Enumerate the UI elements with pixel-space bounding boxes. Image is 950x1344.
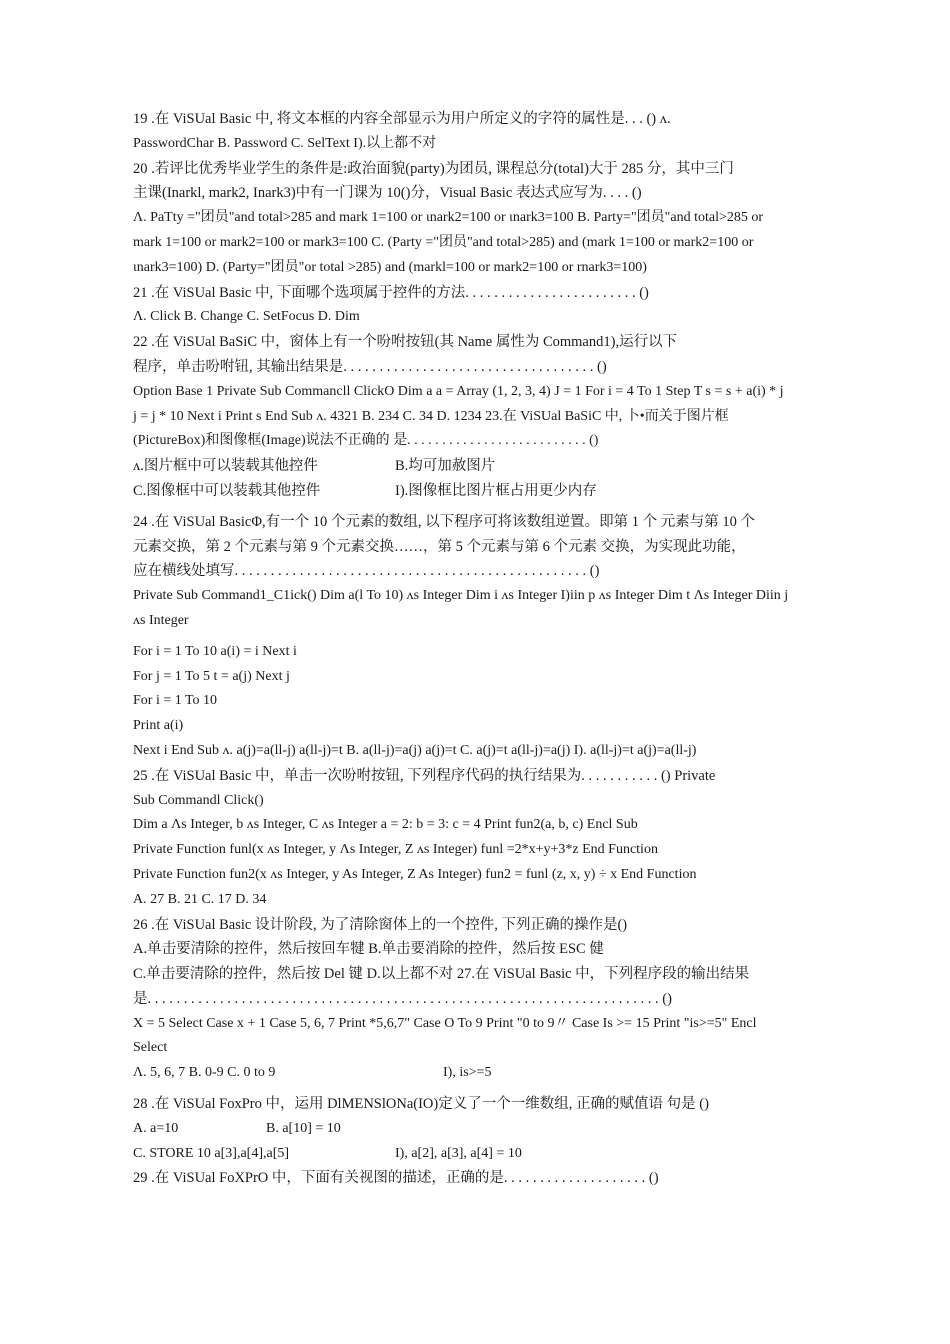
question-25-line-4: Private Function funl(x ʌs Integer, y Λs Integer, Z ʌs Integer) funl =2*x+y+3*z End Function — [133, 842, 658, 858]
document-body — [133, 107, 813, 1191]
question-20-line-2: 主课(Inarkl, mark2, Inark3)中有一门课为 10()分，Visual Basic 表达式应写为. . . . () — [133, 185, 642, 202]
question-23-option-b: B.均可加赦图片 — [395, 458, 496, 475]
question-20-line-4: mark 1=100 or mark2=100 or mark3=100 C. (Party ="团员"and total>285) and (mark 1=100 or mark2=100 or — [133, 234, 754, 250]
question-24-code-4: Print a(i) — [133, 718, 184, 734]
question-24-line-1: 24 .在 ViSUal BasicΦ,有一个 10 个元素的数组, 以下程序可将该数组逆置。即第 1 个 元素与第 10 个 — [133, 513, 755, 530]
question-24-line-5: ʌs Integer — [133, 612, 189, 628]
question-28-option-b: B. a[10] = 10 — [266, 1120, 341, 1136]
question-25-line-5: Private Function fun2(x ʌs Integer, y As Integer, Z As Integer) fun2 = funl (z, x, y) ÷ x End Function — [133, 866, 697, 882]
question-20-line-3: Λ. PaTty ="团员"and total>285 and mark 1=100 or ιnark2=100 or ιnark3=100 B. Party="团员"and total>285 or — [133, 210, 764, 226]
question-28-options-row-2 — [133, 1142, 813, 1167]
question-22-line-2: 程序，单击吩咐钮, 其输出结果是. . . . . . . . . . . . . . . . . . . . . . . . . . . . . . . . . . . () — [133, 358, 607, 375]
question-22-line-4: j = j * 10 Next i Print s End Sub ʌ. 4321 B. 234 C. 34 D. 1234 23.在 ViSUal BaSiC 中, 卜•而关于图片框 — [133, 408, 729, 424]
question-19-line-1: 19 .在 ViSUal Basic 中, 将文本框的内容全部显示为用户所定义的字符的属性是. . . () ʌ. — [133, 111, 671, 127]
question-25-line-6: A. 27 B. 21 C. 17 D. 34 — [133, 891, 267, 907]
question-27-line-2: X = 5 Select Case x + 1 Case 5, 6, 7 Print *5,6,7" Case O To 9 Print "0 to 9〃 Case Is >= 15 Print "is>=5" Encl — [133, 1015, 757, 1031]
question-24-code-5: Next i End Sub ʌ. a(j)=a(ll-j) a(ll-j)=t B. a(ll-j)=a(j) a(j)=t C. a(j)=t a(ll-j)=a(j) I). a(ll-j)=t a(j)=a(ll-j) — [133, 742, 697, 758]
question-26-line-3: C.单击要清除的控件，然后按 Del 键 D.以上都不对 27.在 ViSUal Basic 中，下列程序段的输出结果 — [133, 966, 750, 983]
question-24-code-2: For j = 1 To 5 t = a(j) Next j — [133, 668, 290, 684]
question-27-line-1: 是. . . . . . . . . . . . . . . . . . . . . . . . . . . . . . . . . . . . . . . . . . . . . . . . . . . . . . . . . . . . . . . . . . . . . . . () — [133, 990, 672, 1007]
question-21-line-2: Λ. Click B. Change C. SetFocus D. Dim — [133, 309, 360, 325]
question-26-line-1: 26 .在 ViSUal Basic 设计阶段, 为了清除窗体上的一个控件, 下列正确的操作是() — [133, 916, 628, 933]
question-22-line-3: Option Base 1 Private Sub Commancll ClickO Dim a a = Array (1, 2, 3, 4) J = 1 For i = 4 To 1 Step T s = s + a(i) * j — [133, 383, 784, 399]
question-23-option-d: I).图像框比图片框占用更少内存 — [395, 482, 597, 499]
question-27-options-row — [133, 1061, 813, 1086]
question-27-line-3: Select — [133, 1040, 168, 1056]
question-29-line-1: 29 .在 ViSUal FoXPrO 中，下面有关视图的描述，正确的是. . . . . . . . . . . . . . . . . . . . () — [133, 1170, 659, 1187]
question-23-option-a: ʌ.图片框中可以装载其他控件 — [133, 458, 318, 475]
question-20-line-1: 20 .若评比优秀毕业学生的条件是:政治面貌(party)为团员, 课程总分(total)大于 285 分，其中三门 — [133, 160, 734, 177]
question-23-options-row-1 — [133, 454, 813, 479]
question-28-options-row-1 — [133, 1117, 813, 1142]
question-24-line-4: Private Sub Command1_C1ick() Dim a(l To 10) ʌs Integer Dim i ʌs Integer I)iin p ʌs Integer Dim t Λs Integer Diin j — [133, 588, 789, 604]
question-23-line-1: (PictureBox)和图像框(Image)说法不正确的 是. . . . . . . . . . . . . . . . . . . . . . . . . . () — [133, 433, 599, 449]
question-22-line-1: 22 .在 ViSUal BaSiC 中，窗体上有一个吩咐按钮(其 Name 属性为 Command1),运行以下 — [133, 334, 678, 351]
question-19-line-2: PasswordChar B. Password C. SelText I).以上都不对 — [133, 135, 437, 151]
question-24-line-3: 应在横线处填写. . . . . . . . . . . . . . . . . . . . . . . . . . . . . . . . . . . . . . . . . . . . . . . . . () — [133, 563, 600, 580]
question-25-line-1: 25 .在 ViSUal Basic 中，单击一次吩咐按钮, 下列程序代码的执行结果为. . . . . . . . . . . () Private — [133, 767, 716, 784]
question-24-code-1: For i = 1 To 10 a(i) = i Next i — [133, 643, 297, 659]
question-23-option-c: C.图像框中可以装载其他控件 — [133, 482, 321, 499]
question-28-option-c: C. STORE 10 a[3],a[4],a[5] — [133, 1145, 290, 1161]
question-27-option-abc: Λ. 5, 6, 7 B. 0-9 C. 0 to 9 — [133, 1065, 276, 1081]
question-20-line-5: ιnark3=100) D. (Party="团员"or total >285) and (markl=100 or mark2=100 or rnark3=100) — [133, 259, 647, 275]
question-28-option-a: A. a=10 — [133, 1120, 179, 1136]
question-28-option-d: I), a[2], a[3], a[4] = 10 — [395, 1145, 522, 1161]
question-27-option-d: I), is>=5 — [443, 1065, 492, 1081]
question-21-line-1: 21 .在 ViSUal Basic 中, 下面哪个选项属于控件的方法. . . . . . . . . . . . . . . . . . . . . . . . () — [133, 284, 649, 301]
question-28-line-1: 28 .在 ViSUal FoxPro 中，运用 DlMENSlONa(IO)定义了一个一维数组, 正确的赋值语 句是 () — [133, 1096, 709, 1113]
question-25-line-3: Dim a Λs Integer, b ʌs Integer, C ʌs Integer a = 2: b = 3: c = 4 Print fun2(a, b, c) Encl Sub — [133, 817, 638, 833]
question-24-line-2: 元素交换，第 2 个元素与第 9 个元素交换……，第 5 个元素与第 6 个元素 交换，为实现此功能， — [133, 538, 746, 555]
question-23-options-row-2 — [133, 479, 813, 504]
question-26-line-2: A.单击要清除的控件，然后按回车犍 B.单击要消除的控件，然后按 ESC 健 — [133, 941, 604, 958]
question-25-line-2: Sub Commandl Click() — [133, 792, 264, 808]
question-24-code-3: For i = 1 To 10 — [133, 693, 218, 709]
